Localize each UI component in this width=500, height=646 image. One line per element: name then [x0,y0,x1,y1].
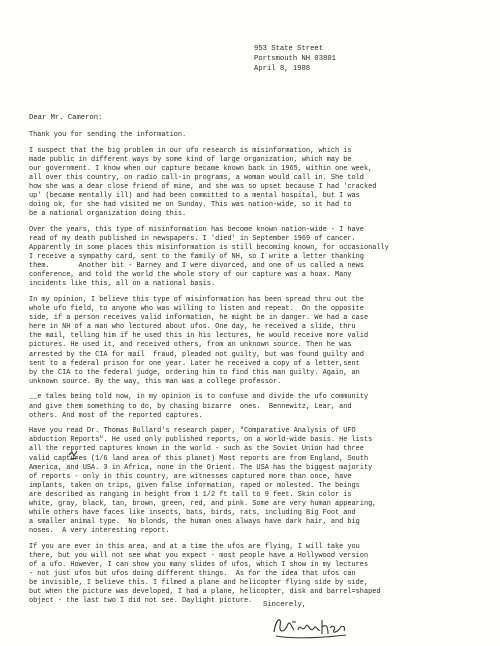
letter-line: our government. I know when our capture became known back in 1965, within one week, [29,164,373,173]
letter-line: all over this country, on radio call-in programs, a woman would call in. She told [29,173,364,182]
letter-line: up' (became mentally ill) and had been committed to a mental hospital, but I was [29,192,360,201]
letter-line: read of my death published in newspapers. I 'died' in September 1969 of cancer. [29,234,356,243]
letter-line: abduction Reports". He used only published reports, on a world-wide basis. He lists [29,436,373,445]
letter-line: all the reported captures known in the world - such as the Soviet Union had three [29,445,364,454]
letter-line: unknown source. By the way, this man was a college professor. [29,377,282,386]
letter-line: I receive a sympathy card, sent to the family of NH, so I write a letter thanking [29,253,364,262]
letter-line: how she was a dear close friend of mine, and she was so upset because I had 'cracked [29,182,377,191]
letter-line: arrested by the CIA for mail fraud, pleaded not guilty, but was found guilty and [29,350,364,359]
letter-paragraph [29,393,475,420]
letter-line: white, gray, black, tan, brown, green, red, and pink. Some are very human appearing, [29,499,377,508]
letter-paragraph [29,226,475,290]
letter-line: I suspect that the big problem in our ufo research is misinformation, which is [29,146,352,155]
letter-line: but when the picture was developed, I had a plane, helicopter, disk and barrel=shaped [29,588,381,597]
letter-paragraph [29,131,475,140]
handwritten-mark-icon [68,449,80,461]
letter-line: a smaller animal type. No blonds, the human ones always have dark hair, and big [29,518,360,527]
sender-address [254,44,336,74]
handwritten-signature-icon [270,612,350,640]
letter-line: Apparently in some places this misinformation is still becoming known, for occasionally [29,244,389,253]
closing: Sincerely, [263,601,307,609]
letter-line: implants, taken on trips, given false information, raped or molested. The beings [29,481,360,490]
letter-paragraph [29,296,475,387]
letter-line: and give them something to do, by chasing bizarre ones. Bennewitz, Lear, and [29,402,352,411]
letter-line: be a national organization doing this. [29,210,187,219]
letter-date: April 8, 1988 [254,65,311,73]
letter-line: while others have faces like insects, bats, birds, rats, including Big Foot and [29,509,356,518]
letter-line: them. Another bit - Barney and I were divorced, and one of us called a news [29,262,364,271]
letter-line: If you are ever in this area, and at a time the ufos are flying, I will take you [29,542,360,551]
letter-line: of a ufo. However, I can show you many slides of ufos, which I show in my lectures [29,561,369,570]
letter-line: America, and USA. 3 in Africa, none in the Orient. The USA has the biggest majority [29,463,373,472]
address-street: 953 State Street [254,45,324,53]
letter-line: object - the last two I did not see. Daylight picture. [29,597,253,606]
letter-paragraph [29,147,475,220]
letter-line: are described as ranging in height from 1 1/2 ft tall to 9 feet. Skin color is [29,490,352,499]
letter-line: the mail, telling him if he used this in his lectures, he would receive more valid [29,332,369,341]
salutation: Dear Mr. Cameron: [29,114,103,122]
letter-line: sent to a federal prison for one year. Later he received a copy of a letter,sent [29,359,360,368]
letter-line: side, if a person receives valid information, he might be in danger. We had a case [29,314,369,323]
letter-paragraph [29,427,475,536]
letter-paragraph [29,543,475,607]
letter-line: Have you read Dr. Thomas Bullard's research paper, "Comparative Analysis of UFO [29,427,356,436]
letter-line: noses. A very interesting report. [29,527,170,536]
letter-line: whole ufo field, to anyone who was willing to listen and repeat. On the opposite [29,305,364,314]
letter-line: doing ok, for she had visited me on Sunday. This was nation-wide, so it had to [29,201,352,210]
letter-line: others. And most of the reported captures. [29,411,203,420]
letter-line: Over the years, this type of misinformation has become known nation-wide - I have [29,225,364,234]
letter-line: made public in different ways by some kind of large organization, which may be [29,155,352,164]
letter-line: be invisible, I believe this. I filmed a plane and helicopter flying side by side, [29,579,369,588]
letter-body [29,131,475,613]
letter-line: by the CIA to the federal judge, ordering him to find this man guilty. Again, an [29,368,360,377]
letter-line: here in NH of a man who lectured about ufos. One day, he received a slide, thru [29,323,356,332]
letter-line: __e tales being told now, in my opinion is to confuse and divide the ufo community [29,393,369,402]
letter-line: In my opinion, I believe this type of misinformation has been spread thru out the [29,296,364,304]
letter-line: pictures. He used it, and received others, from an unknown source. Then he was [29,341,352,350]
letter-line: incidents like this, all on a national basis. [29,280,216,289]
letter-line: Thank you for sending the information. [29,131,187,139]
letter-line: - not just ufos but ufos doing different things. As for the idea that ufos can [29,570,356,579]
letter-line: there, but you will not see what you expect - most people have a Hollywood version [29,551,369,560]
letter-line: valid captures (1/6 land area of this planet) Most reports are from England, South [29,454,369,463]
letter-line: of reports - only in this country, are witnesses captured more than once, have [29,472,352,481]
address-city: Portsmouth NH 03801 [254,55,336,63]
letter-line: conference, and told the world the whole story of our capture was a hoax. Many [29,271,352,280]
